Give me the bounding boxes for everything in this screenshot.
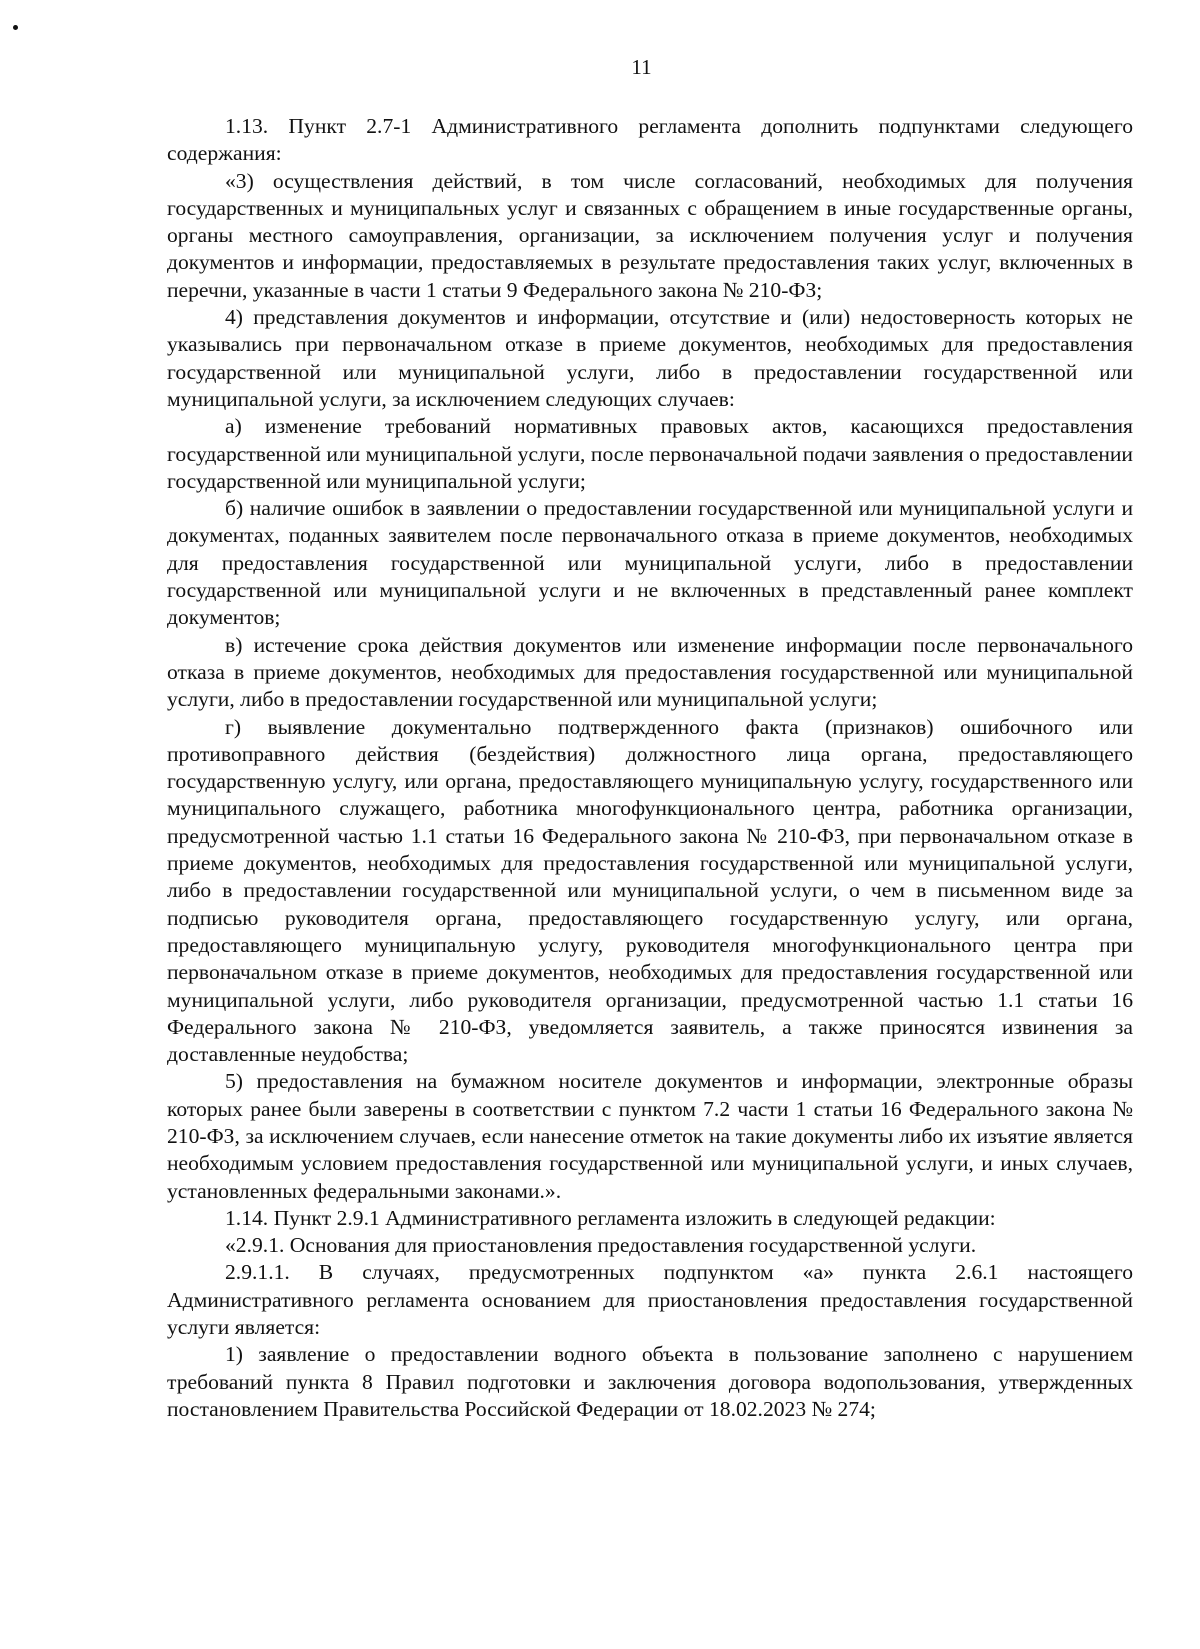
paragraph-item-g: г) выявление документально подтвержденного факта (признаков) ошибочного или противоправного действия (бездействия) должностного лица органа, предоставляющего государственную услугу, или органа, предоставляющего муниципальную услугу, государственного или муниципального служащего, работника многофункционального центра, работника организации, предусмотренной частью 1.1 статьи 16 Федерального закона № 210-ФЗ, при первоначальном отказе в приеме документов, необходимых для предоставления государственной или муниципальной услуги, либо в предоставлении государственной или муниципальной услуги, о чем в письменном виде за подписью руководителя органа, предоставляющего государственную услугу, или органа, предоставляющего муниципальную услугу, руководителя многофункционального центра при первоначальном отказе в приеме документов, необходимых для предоставления государственной или муниципальной услуги, либо руководителя организации, предусмотренной частью 1.1 статьи 16 Федерального закона № 210-ФЗ, уведомляется заявитель, а также приносятся извинения за доставленные неудобства; <box>167 714 1133 1067</box>
paragraph-1-13: 1.13. Пункт 2.7-1 Административного регламента дополнить подпунктами следующего содержания: <box>167 114 1133 166</box>
paragraph-2-9-1: «2.9.1. Основания для приостановления предоставления государственной услуги. <box>225 1233 977 1258</box>
scan-speck <box>13 25 18 30</box>
paragraph-item-5: 5) предоставления на бумажном носителе документов и информации, электронные образы которых ранее были заверены в соответствии с пунктом 7.2 части 1 статьи 16 Федерального закона № 210-ФЗ, за исключением случаев, если нанесение отметок на такие документы либо их изъятие является необходимым условием предоставления государственной или муниципальной услуги, и иных случаев, установленных федеральными законами.». <box>167 1069 1133 1203</box>
paragraph-item-b: б) наличие ошибок в заявлении о предоставлении государственной или муниципальной услуги и документах, поданных заявителем после первоначального отказа в приеме документов, необходимых для предоставления государственной или муниципальной услуги, либо в предоставлении государственной или муниципальной услуги и не включенных в представленный ранее комплект документов; <box>167 496 1133 630</box>
paragraph-item-4: 4) представления документов и информации, отсутствие и (или) недостоверность которых не указывались при первоначальном отказе в приеме документов, необходимых для предоставления государственной или муниципальной услуги, либо в предоставлении государственной или муниципальной услуги, за исключением следующих случаев: <box>167 305 1133 411</box>
paragraph-item-1: 1) заявление о предоставлении водного объекта в пользование заполнено с нарушением требований пункта 8 Правил подготовки и заключения договора водопользования, утвержденных постановлением Правительства Российской Федерации от 18.02.2023 № 274; <box>167 1342 1133 1421</box>
paragraph-item-v: в) истечение срока действия документов или изменение информации после первоначального отказа в приеме документов, необходимых для предоставления государственной или муниципальной услуги, либо в предоставлении государственной или муниципальной услуги; <box>167 632 1133 712</box>
paragraph-2-9-1-1: 2.9.1.1. В случаях, предусмотренных подпунктом «а» пункта 2.6.1 настоящего Административного регламента основанием для приостановления предоставления государственной услуги является: <box>167 1260 1133 1340</box>
document-body <box>167 113 1133 1423</box>
paragraph-1-14: 1.14. Пункт 2.9.1 Административного регламента изложить в следующей редакции: <box>225 1205 996 1230</box>
paragraph-item-3: «3) осуществления действий, в том числе согласований, необходимых для получения государственных и муниципальных услуг и связанных с обращением в иные государственные органы, органы местного самоуправления, организации, за исключением получения услуг и получения документов и информации, предоставляемых в результате предоставления таких услуг, включенных в перечни, указанные в части 1 статьи 9 Федерального закона № 210-ФЗ; <box>167 168 1133 302</box>
paragraph-item-a: а) изменение требований нормативных правовых актов, касающихся предоставления государственной или муниципальной услуги, после первоначальной подачи заявления о предоставлении государственной или муниципальной услуги; <box>167 414 1133 493</box>
page-number: 11 <box>631 55 652 79</box>
